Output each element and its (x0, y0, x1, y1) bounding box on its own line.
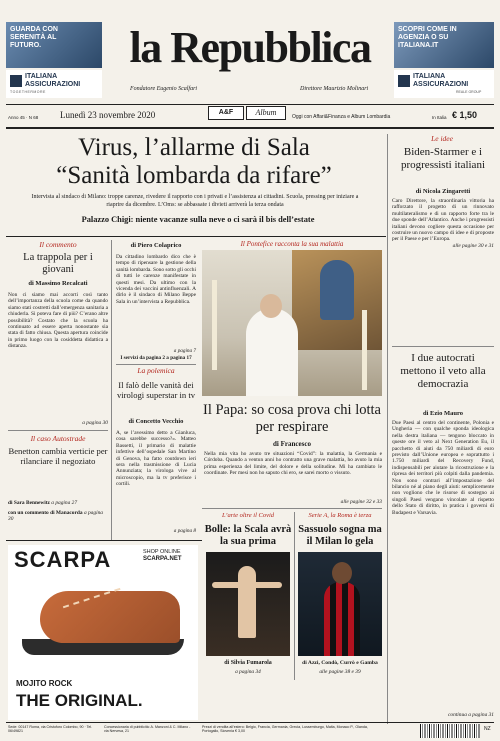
autostrade-byline-2 (8, 510, 108, 522)
idee-title[interactable]: Biden-Starmer e i progressisti italiani (400, 146, 485, 171)
dateline-rule (6, 127, 494, 129)
masthead-title: la Repubblica (129, 23, 371, 72)
polemica-kicker: La polemica (137, 366, 175, 375)
polemica-byline: di Concetto Vecchio (128, 418, 184, 425)
album-badge[interactable] (246, 106, 286, 120)
autocrati-body (392, 420, 494, 710)
dancer-figure (238, 566, 256, 638)
afef-label: A&F (218, 109, 234, 116)
scarpa-model: MOJITO ROCK (16, 679, 73, 688)
papa-byline: di Francesco (273, 440, 311, 448)
left-promo-ad[interactable] (6, 22, 102, 68)
papa-title[interactable]: Il Papa: so cosa prova chi lotta per respirare (203, 402, 381, 435)
autostrade-cont-1[interactable]: a pagina 27 (51, 500, 78, 506)
scarpa-ad[interactable] (8, 545, 198, 720)
pope-figure (246, 308, 298, 396)
italiana-logo-icon (10, 75, 22, 87)
commento-title[interactable]: La trappola per i giovani (23, 252, 93, 275)
madonna-figure (320, 260, 354, 320)
commento-text: Non ci siamo mai accorti così tanto dell’importanza della scuola come da quando siamo stati costretti dall’emergenza sanitaria a chiuderla. Si poteva fare di più? C’erano altre possibilità? Costato che la scuola ha continuato ad essere aperta nonostante sia stata di fatto chiusa. Questa apertura coincide in primo luogo con la cosiddetta didattica a distanza. (8, 292, 108, 350)
player-head (332, 562, 352, 584)
papa-body (204, 451, 382, 497)
covid-arte-kicker: L’arte oltre il Covid (221, 512, 275, 519)
footer-rule (6, 722, 494, 723)
polemica-body (116, 430, 196, 530)
right-brand-block[interactable] (394, 70, 494, 98)
issue-date: Lunedì 23 novembre 2020 (60, 110, 156, 120)
papa-bottom-rule (202, 508, 382, 509)
autocrati-byline: di Ezio Mauro (423, 410, 463, 417)
autostrade-author-1: di Sara Bennewitz (8, 500, 50, 506)
calcio-continues[interactable]: alle pagine 38 e 39 (319, 669, 361, 675)
autostrade-author-2: con un commento di Manacorda (8, 510, 83, 516)
calcio-byline: di Azzi, Condò, Currò e Gamba (302, 660, 378, 666)
lead-rule (6, 236, 386, 237)
colaprico-servizi[interactable]: I servizi da pagina 2 a pagina 17 (120, 355, 192, 361)
afef-badge[interactable] (208, 106, 244, 120)
dancer-arm (212, 582, 282, 588)
shoe-upper (40, 591, 180, 643)
shoe-illustration (22, 585, 184, 659)
autocrati-title[interactable]: I due autocrati mettono il veto alla democrazia (400, 352, 486, 390)
left-promo-text: GUARDA CON SERENITÀ AL FUTURO. (10, 26, 58, 49)
idee-continues[interactable]: alle pagine 30 e 31 (452, 242, 494, 249)
candle-right (362, 310, 367, 390)
papa-text: Nella mia vita ho avuto tre situazioni “Covid”: la malattia, la Germania e Córdoba. Quando a ventun anni ho contratto una grave malattia, ho avuto la mia prima esperienza del limite, del dolore e della solitudine. Mi ha cambiato le coordinate. Per mesi non ho saputo chi ero, se sarei morto o vissuto. (204, 451, 382, 477)
covid-arte-byline: di Silvia Fumarola (224, 660, 272, 666)
masthead-director: Direttore Maurizio Molinari (300, 86, 369, 92)
lead-standfirst: Intervista al sindaco di Milano: troppe carenze, rivedere il rapporto con i privati e l’assistenza ai cittadini. Scuola, pressing per iniziare a riaprire da dicembre. L’Oms: se abbassate i divieti arriverà la terza ondata (31, 194, 359, 208)
player-figure (324, 582, 360, 656)
barcode-label: NZ (484, 726, 491, 732)
commento-kicker: Il commento (39, 240, 77, 249)
col1-divider (111, 240, 112, 540)
right-brand-name: ITALIANA ASSICURAZIONI (413, 73, 469, 88)
idee-text: Caro Direttore, la straordinaria vittoria ha rafforzato il progetto di un rinnovato multilateralismo e di un rapporto forte tra le due sponde dell’Atlantico. Anche i progressisti italiani devono cogliere questa occasione per costruire un nuovo campo di idee e di proposte per il Paese e per l’Europa. (392, 198, 494, 243)
polemica-title[interactable]: Il falò delle vanità dei virologi superstar in tv (116, 380, 196, 400)
papa-photo-kicker: Il Pontefice racconta la sua malattia (240, 240, 344, 248)
commento-byline: di Massimo Recalcati (28, 280, 88, 287)
colaprico-body (116, 254, 196, 346)
barcode (420, 724, 480, 738)
autocrati-rule (392, 346, 494, 347)
right-promo-ad[interactable] (394, 22, 494, 68)
lead-sub[interactable]: Palazzo Chigi: niente vacanze sulla neve o ci sarà il bis dell’estate (81, 215, 315, 224)
footer-col-3: Prezzi di vendita all’estero: Belgio, Francia, Germania, Grecia, Lussemburgo, Malta, Monaco P., Olanda, Portogallo, Slovenia € 3,00 (202, 725, 368, 734)
pope-head (260, 294, 282, 318)
polemica-rule (116, 364, 196, 365)
footer-col-1: Sede: 00147 Roma, via Cristoforo Colombo, 90 · Tel. 06/49821 (8, 725, 93, 734)
bolle-calcio-divider (294, 512, 295, 680)
candle-left (212, 280, 217, 370)
calcio-kicker: Serie A, la Roma è terza (308, 512, 372, 519)
scarpa-shop: SHOP ONLINE (143, 549, 181, 555)
autostrade-kicker: Il caso Autostrade (30, 434, 86, 443)
milan-photo (298, 552, 382, 656)
covid-arte-continues[interactable]: a pagina 34 (235, 669, 261, 675)
supplements-note: Oggi con Affari&Finanza e Album Lombardia (292, 114, 391, 120)
colaprico-text: Da cittadino lombardo dico che è tempo di ripensare la gestione della sanità lombarda. Sono sotto gli occhi di tutti le carenze manifestate in questi mesi. Da ultimo con la vicenda dei vaccini antinfluenzali. A dirlo è il sindaco di Milano Beppe Sala in un’intervista a Repubblica. (116, 254, 196, 305)
right-brand-tagline: REALE GROUP (456, 90, 482, 94)
idee-divider (387, 134, 388, 724)
right-promo-text: SCOPRI COME IN AGENZIA O SU ITALIANA.IT (398, 26, 457, 49)
idee-body (392, 198, 494, 249)
album-label: Album (255, 108, 277, 117)
autostrade-cont-2[interactable]: a pagina 30 (8, 510, 103, 522)
autocrati-continues[interactable]: continua a pagina 31 (448, 712, 494, 718)
ad-top-rule (6, 540, 202, 541)
polemica-continues[interactable]: a pagina 8 (173, 528, 196, 534)
scarpa-slogan: THE ORIGINAL. (16, 691, 143, 710)
covid-arte-title[interactable]: Bolle: la Scala avrà la sua prima (204, 524, 292, 547)
price-label: In Italia (432, 115, 447, 120)
commento-continues[interactable]: a pagina 30 (82, 420, 108, 426)
papa-photo (202, 250, 382, 396)
scarpa-site: SCARPA.NET (143, 556, 182, 562)
issue-number: Anno 45 · N 68 (8, 115, 39, 120)
autostrade-byline-1 (8, 500, 108, 506)
autostrade-rule (8, 430, 108, 431)
masthead-rule (6, 104, 494, 105)
calcio-title[interactable]: Sassuolo sogna ma il Milan lo gela (298, 524, 382, 547)
left-brand-name: ITALIANA ASSICURAZIONI (25, 73, 81, 88)
lead-headline-1[interactable]: Virus, l’allarme di Sala (78, 134, 310, 161)
price: € 1,50 (452, 110, 478, 120)
footer-col-2: Concessionaria di pubblicità: A. Manzoni & C. Milano - via Nervesa, 21 (104, 725, 191, 734)
scarpa-brand: SCARPA (14, 547, 112, 572)
lead-headline-2[interactable]: “Sanità lombarda da rifare” (56, 162, 332, 189)
autostrade-title[interactable]: Benetton cambia verticie per rilanciare il negoziato (8, 446, 108, 466)
colaprico-byline: di Piero Colaprico (130, 242, 182, 249)
idee-kicker: Le idee (431, 134, 453, 143)
autocrati-text: Due Paesi al centro del continente, Polonia e Ungheria — con qualche sponda ideologica nella destra italiana — tengono bloccato in queste ore il veto al Next Generation Eu, il pacchetto di aiuti da 750 miliardi di euro previsto dall’Unione europea e soprattutto i 1.750 miliardi del Recovery Fund, indispensabili per aiutare la ricostruzione e la ripresa dei territori più colpiti dalla pandemia. Non sono contrari all’impostazione del bilancio né al piano degli aiuti: semplicemente non vogliono che le risorse di sostegno ai singoli Paesi vengano vincolate al rispetto dello Stato di diritto, in pratica i governi di Budapest e Varsavia. (392, 420, 494, 516)
papa-continues[interactable]: alle pagine 32 e 33 (340, 499, 382, 505)
italiana-logo-icon (398, 75, 410, 87)
colaprico-continues[interactable]: a pagina 7 (173, 348, 196, 354)
masthead-founder: Fondatore Eugenio Scalfari (130, 86, 198, 92)
scala-photo (206, 552, 290, 656)
commento-body (8, 292, 108, 420)
polemica-text: A, se l’avessimo detto a Gianluca, cosa sarebbe successo?». Matteo Bassetti, il primario di malattie infettive dell’ospedale San Martino di Genova, ha fatto coutdown ieri sera nella trasmissione di Lucia Annunziata; la virologa vive al microscopio, ma la tv preferisce i cortili. (116, 430, 196, 488)
left-brand-block[interactable] (6, 70, 102, 98)
left-brand-tagline: TOGETHERMORE (10, 90, 46, 94)
idee-byline: di Nicola Zingaretti (415, 188, 471, 195)
